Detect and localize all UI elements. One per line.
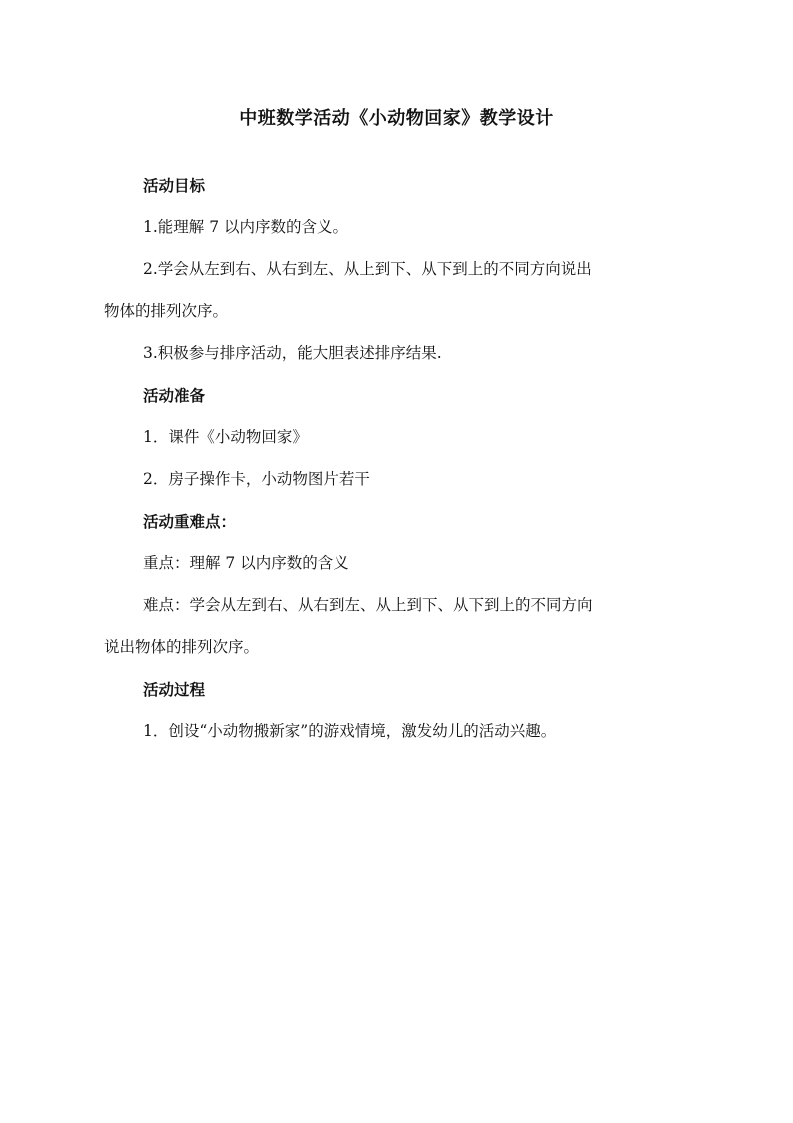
preparation-heading: 活动准备 <box>143 386 206 405</box>
preparation-item-1: 1．课件《小动物回家》 <box>143 428 308 446</box>
process-heading: 活动过程 <box>143 680 206 699</box>
goal-item-1: 1.能理解 7 以内序数的含义。 <box>143 218 349 236</box>
difficulty-line-2: 说出物体的排列次序。 <box>104 638 260 656</box>
goal-item-2-line-2: 物体的排列次序。 <box>104 302 229 320</box>
preparation-item-2: 2．房子操作卡，小动物图片若干 <box>143 470 370 488</box>
goals-heading: 活动目标 <box>143 176 206 195</box>
goal-item-3: 3.积极参与排序活动，能大胆表述排序结果. <box>143 344 442 362</box>
document-title: 中班数学活动《小动物回家》教学设计 <box>239 108 554 129</box>
process-item-1: 1．创设“小动物搬新家”的游戏情境，激发幼儿的活动兴趣。 <box>143 722 557 740</box>
key-point: 重点：理解 7 以内序数的含义 <box>143 554 349 572</box>
difficulty-line-1: 难点：学会从左到右、从右到左、从上到下、从下到上的不同方向 <box>143 596 593 614</box>
key-points-heading: 活动重难点： <box>143 512 237 531</box>
goal-item-2-line-1: 2.学会从左到右、从右到左、从上到下、从下到上的不同方向说出 <box>143 260 592 278</box>
